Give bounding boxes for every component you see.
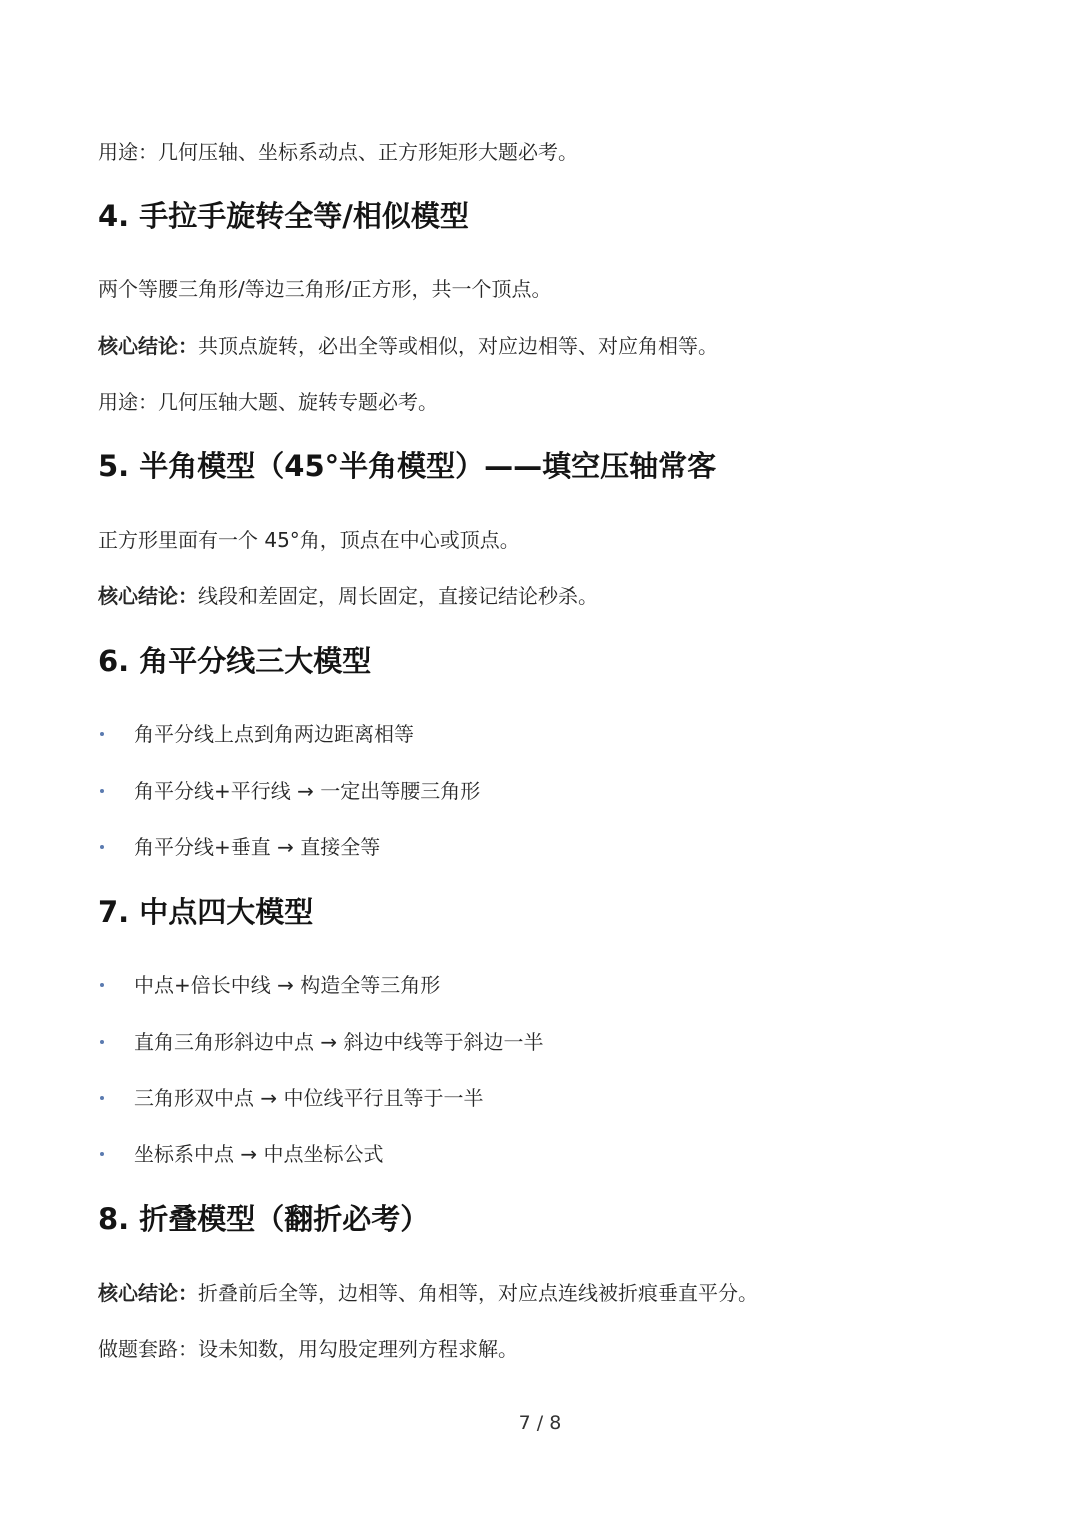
sec6-title: 6. 角平分线三大模型 [98,644,372,678]
list-item: 角平分线+平行线 → 一定出等腰三角形 [100,777,480,805]
page-number: 7 / 8 [518,1412,562,1434]
bullet-dot-icon [100,1040,104,1044]
bullet-dot-icon [100,983,104,987]
sec4-desc: 两个等腰三角形/等边三角形/正方形，共一个顶点。 [98,277,552,301]
sec8-core-text: 折叠前后全等，边相等、角相等，对应点连线被折痕垂直平分。 [198,1281,758,1305]
bullet-dot-icon [100,732,104,736]
sec8-title: 8. 折叠模型（翻折必考） [98,1202,430,1236]
sec8-core [98,1279,758,1307]
sec7-title: 7. 中点四大模型 [98,895,314,929]
list-item: 三角形双中点 → 中位线平行且等于一半 [100,1084,483,1112]
sec5-core-text: 线段和差固定，周长固定，直接记结论秒杀。 [198,584,598,608]
bullet-dot-icon [100,845,104,849]
list-item: 坐标系中点 → 中点坐标公式 [100,1140,383,1168]
sec5-core-label: 核心结论： [98,584,198,608]
sec4-core [98,332,718,360]
sec4-core-label: 核心结论： [98,334,198,358]
list-item: 角平分线+垂直 → 直接全等 [100,833,380,861]
sec4-title: 4. 手拉手旋转全等/相似模型 [98,199,469,233]
list-item: 角平分线上点到角两边距离相等 [100,720,414,748]
sec5-core [98,582,598,610]
sec3-usage: 用途：几何压轴、坐标系动点、正方形矩形大题必考。 [98,140,578,164]
sec8-method: 做题套路：设未知数，用勾股定理列方程求解。 [98,1337,518,1361]
bullet-dot-icon [100,1152,104,1156]
sec4-usage: 用途：几何压轴大题、旋转专题必考。 [98,390,438,414]
sec5-title: 5. 半角模型（45°半角模型）——填空压轴常客 [98,449,717,483]
list-item: 直角三角形斜边中点 → 斜边中线等于斜边一半 [100,1028,543,1056]
sec4-core-text: 共顶点旋转，必出全等或相似，对应边相等、对应角相等。 [198,334,718,358]
bullet-dot-icon [100,1096,104,1100]
sec8-core-label: 核心结论： [98,1281,198,1305]
sec5-desc: 正方形里面有一个 45°角，顶点在中心或顶点。 [98,528,520,552]
list-item: 中点+倍长中线 → 构造全等三角形 [100,971,440,999]
bullet-dot-icon [100,789,104,793]
